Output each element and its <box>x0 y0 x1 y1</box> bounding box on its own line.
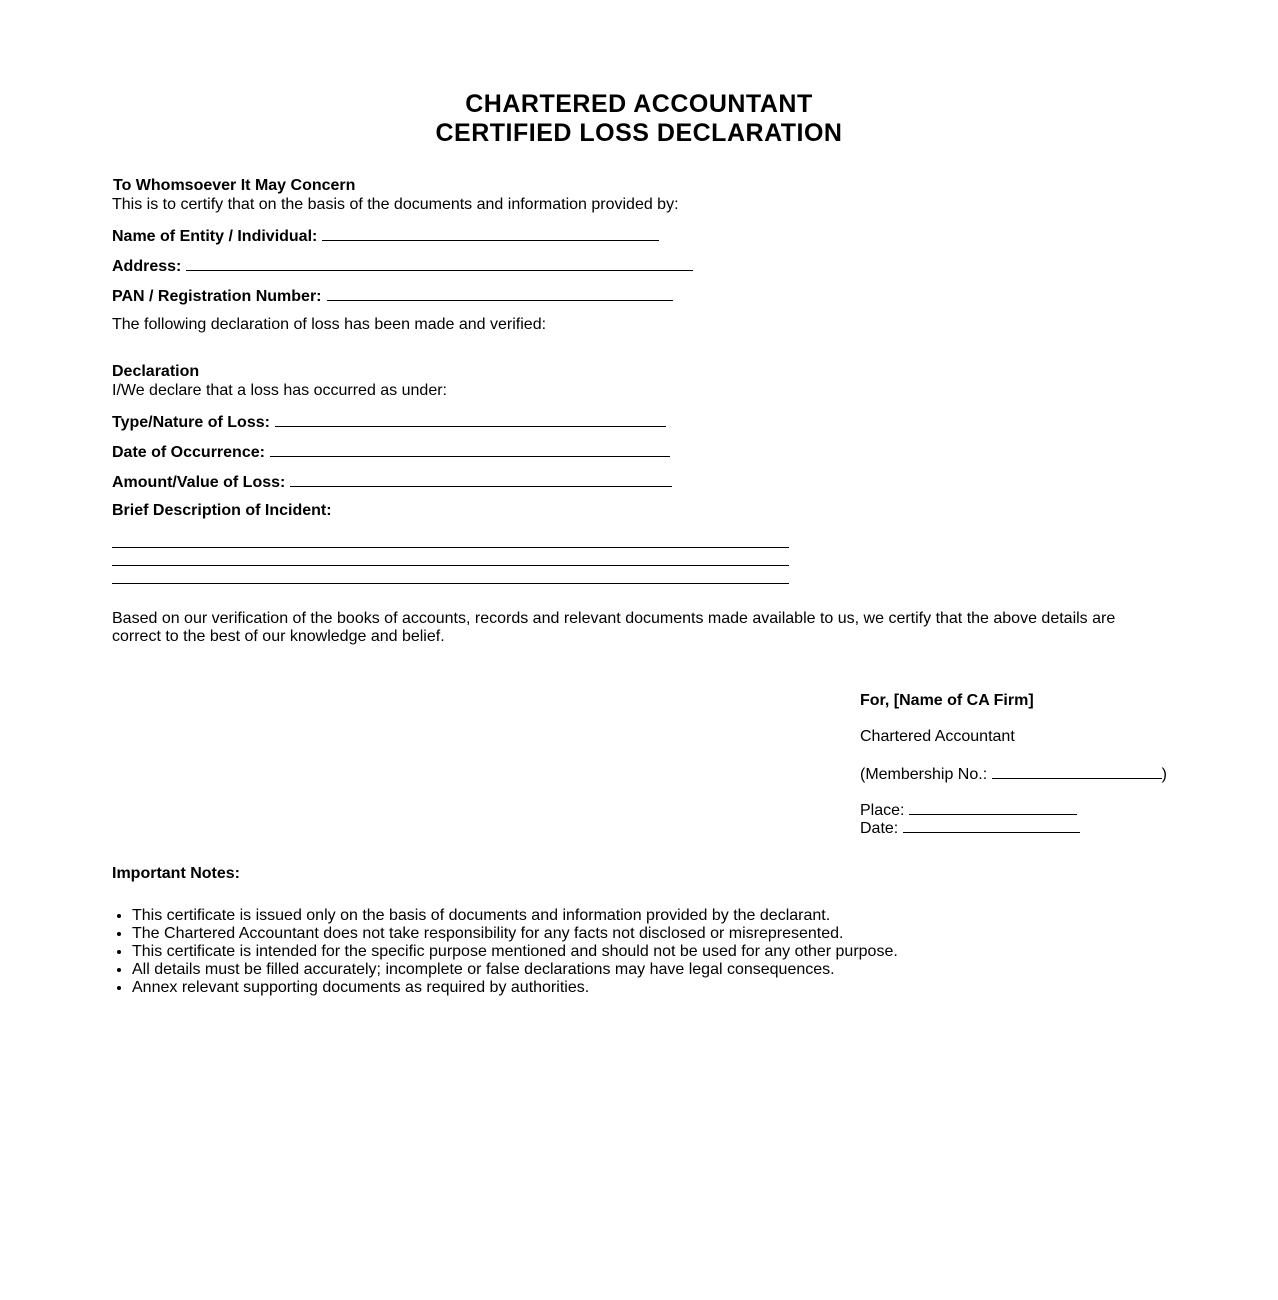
place-field[interactable] <box>860 800 1077 820</box>
field-amount-of-loss[interactable] <box>112 472 672 492</box>
document-title-line-1: CHARTERED ACCOUNTANT <box>465 90 813 118</box>
verification-paragraph: Based on our verification of the books of accounts, records and relevant documents made available to us, we certify that the above details are correct to the best of our knowledge and belief. <box>112 610 1116 645</box>
notes-heading: Important Notes: <box>112 865 240 882</box>
field-label: Name of Entity / Individual: <box>112 228 318 245</box>
ca-role: Chartered Accountant <box>860 728 1015 745</box>
certify-text: This is to certify that on the basis of the documents and information provided by: <box>112 196 679 213</box>
fill-line[interactable] <box>186 256 693 271</box>
date-field[interactable] <box>860 818 1080 838</box>
date-fill-line[interactable] <box>903 818 1080 833</box>
description-line-1[interactable] <box>112 547 789 548</box>
firm-name: For, [Name of CA Firm] <box>860 692 1034 709</box>
field-label: PAN / Registration Number: <box>112 288 322 305</box>
note-item: • The Chartered Accountant does not take responsibility for any facts not disclosed or misrepresented. <box>132 925 898 943</box>
note-item: • This certificate is issued only on the basis of documents and information provided by the declarant. <box>132 907 898 925</box>
membership-prefix: (Membership No.: <box>860 766 992 783</box>
fill-line[interactable] <box>275 412 666 427</box>
field-label: Date of Occurrence: <box>112 444 265 461</box>
note-item: • All details must be filled accurately; incomplete or false declarations may have legal consequences. <box>132 961 898 979</box>
membership-fill-line[interactable] <box>992 764 1162 779</box>
fill-line[interactable] <box>322 226 659 241</box>
place-label: Place: <box>860 802 905 819</box>
fill-line[interactable] <box>290 472 672 487</box>
description-line-3[interactable] <box>112 583 789 584</box>
field-type-of-loss[interactable] <box>112 412 666 432</box>
field-name-of-entity[interactable] <box>112 226 659 246</box>
membership-suffix: ) <box>1161 766 1167 783</box>
salutation: To Whomsoever It May Concern <box>113 177 356 194</box>
field-label: Amount/Value of Loss: <box>112 474 286 491</box>
place-fill-line[interactable] <box>909 800 1077 815</box>
field-pan-registration[interactable] <box>112 286 673 306</box>
date-label: Date: <box>860 820 899 837</box>
field-brief-description-label: Brief Description of Incident: <box>112 502 332 519</box>
field-date-of-occurrence[interactable] <box>112 442 670 462</box>
field-label: Address: <box>112 258 182 275</box>
following-text: The following declaration of loss has been made and verified: <box>112 316 547 333</box>
document-title-line-2: CERTIFIED LOSS DECLARATION <box>435 119 843 147</box>
note-item: • Annex relevant supporting documents as required by authorities. <box>132 979 898 997</box>
membership-number[interactable] <box>860 764 1167 784</box>
fill-line[interactable] <box>270 442 670 457</box>
declaration-heading: Declaration <box>112 363 200 380</box>
description-line-2[interactable] <box>112 565 789 566</box>
note-item: • This certificate is intended for the specific purpose mentioned and should not be used for any other purpose. <box>132 943 898 961</box>
fill-line[interactable] <box>327 286 673 301</box>
notes-list <box>112 907 898 997</box>
field-label: Type/Nature of Loss: <box>112 414 270 431</box>
field-address[interactable] <box>112 256 693 276</box>
declaration-intro: I/We declare that a loss has occurred as under: <box>112 382 447 399</box>
